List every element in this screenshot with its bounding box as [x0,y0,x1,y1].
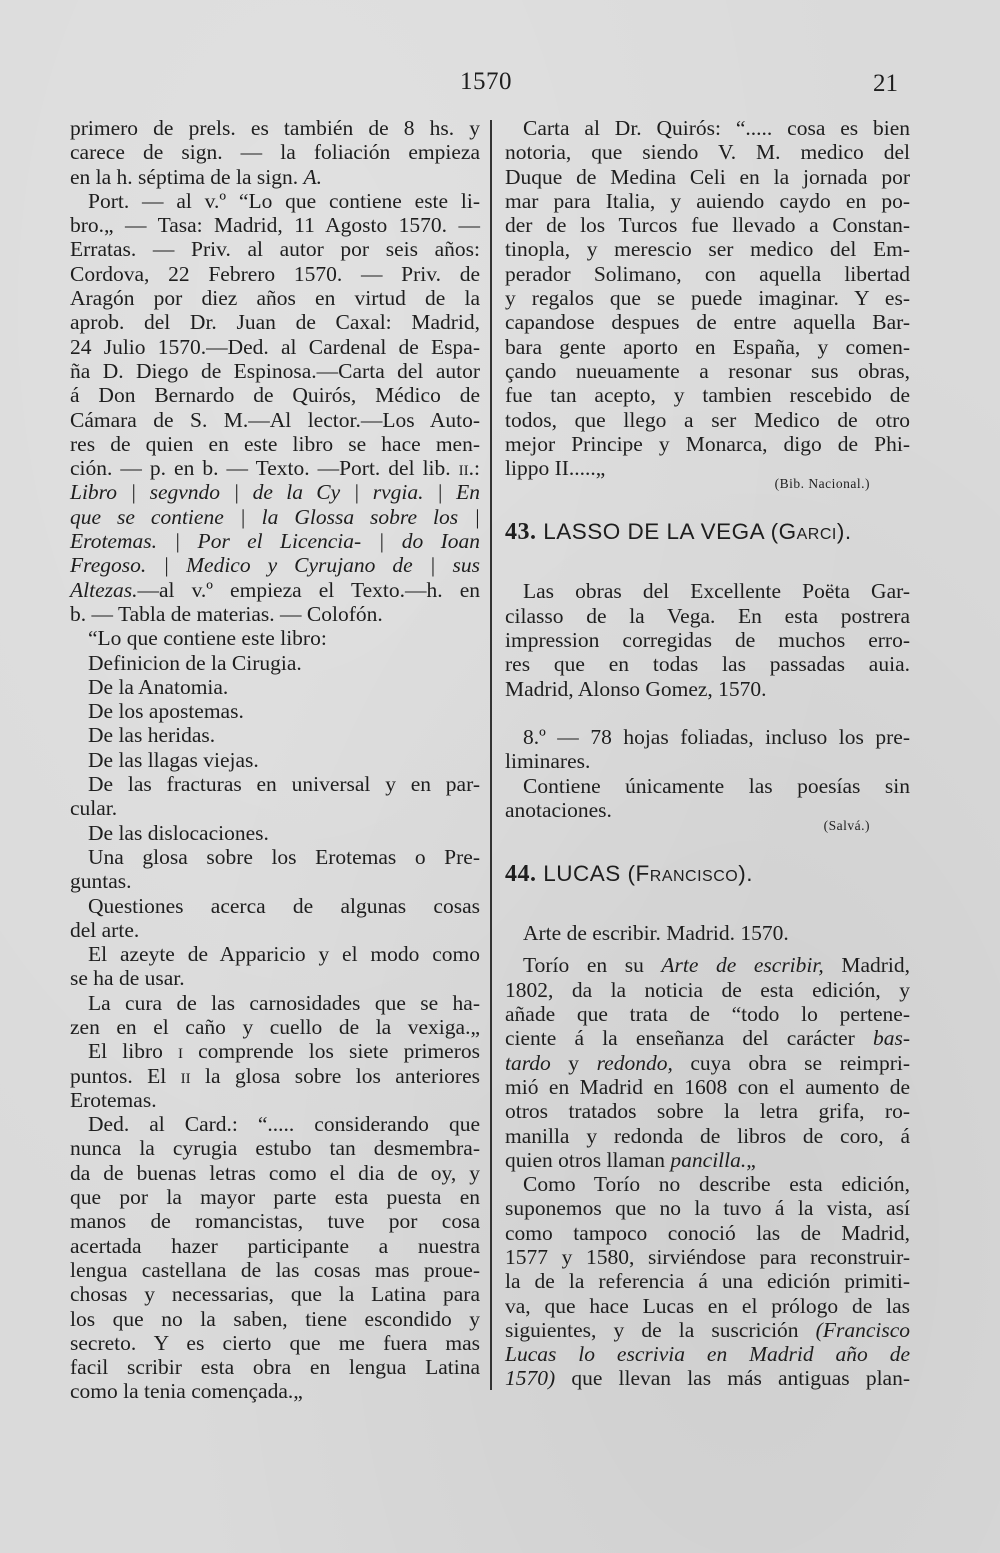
source-citation: (Salvá.) [823,818,870,834]
text-line: la de la referencia á una edición primiti- [505,1269,910,1294]
text-line: 1802, da la noticia de esta edición, y [505,977,910,1002]
text-line: Duque de Medina Celi en la jornada por [505,164,910,189]
text-line: 24 Julio 1570.—Ded. al Cardenal de Espa- [70,334,480,359]
left-column [70,116,480,1404]
list-item: De la Anatomia. [88,674,229,699]
text-line: lippo II.....„ [505,456,606,481]
text-line: Libro | segvndo | de la Cy | rvgia. | En [70,480,480,505]
text-line: otros tratados sobre la letra grifa, ro- [505,1099,910,1124]
text-line: que por la mayor parte esta puesta en [70,1185,480,1210]
text-line: Erratas. — Priv. al autor por seis años: [70,237,480,262]
text-line: ción. — p. en b. — Texto. —Port. del lib. ii.: [70,456,480,481]
text-line: añade que trata de “todo lo pertene- [505,1002,910,1027]
page-number: 21 [873,70,898,97]
list-item: De las llagas viejas. [88,747,259,772]
text-line: á Don Bernardo de Quirós, Médico de [70,383,480,408]
column-divider [490,120,492,1390]
text-line: manos de romancistas, tuve por cosa [70,1209,480,1234]
text-line: que se contiene | la Glossa sobre los | [70,504,480,529]
text-line: se ha de usar. [70,966,185,991]
text-line: 1577 y 1580, sirviéndose para reconstruir- [505,1244,910,1269]
text-line: der de los Turcos fue llevado a Constan- [505,213,910,238]
list-item: La cura de las carnosidades que se ha- [88,990,480,1015]
text-line: da de buenas letras como el dia de oy, y [70,1160,480,1185]
text-line: anotaciones. [505,797,612,822]
text-line: guntas. [70,869,132,894]
text-line: acertada hazer participante a nuestra [70,1233,480,1258]
text-line: mió en Madrid en 1608 con el aumento de [505,1074,910,1099]
text-line: carece de sign. — la foliación empieza [70,140,480,165]
text-line: manilla y redonda de libros de coro, á [505,1123,910,1148]
text-line: quien otros llaman pancilla.„ [505,1147,756,1172]
text-line: Lucas lo escrivia en Madrid año de [505,1342,910,1367]
text-line: 1570) que llevan las más antiguas plan- [505,1366,910,1391]
text-line: chosas y necessarias, que la Latina para [70,1282,480,1307]
text-line: Altezas.—al v.º empieza el Texto.—h. en [70,577,480,602]
list-item: Questiones acerca de algunas cosas [88,893,480,918]
book-title: res que en todas las passadas auia. [505,652,910,677]
text-line: va, que hace Lucas en el prólogo de las [505,1293,910,1318]
text-line: todos, que llego a ser Medico de otro [505,407,910,432]
book-title: impression corregidas de muchos erro- [505,628,910,653]
text-line: 8.º — 78 hojas foliadas, incluso los pre- [523,724,910,749]
text-line: aprob. del Dr. Juan de Caxal: Madrid, [70,310,480,335]
text-line: “Lo que contiene este libro: [88,626,327,651]
text-line: capandose despues de entre aquella Bar- [505,310,910,335]
list-item: De las fracturas en universal y en par- [88,772,480,797]
text-line: facil scribir esta obra en lengua Latina [70,1355,480,1380]
text-line: del arte. [70,917,140,942]
text-line: cular. [70,796,118,821]
text-line: perador Solimano, con aquella libertad [505,261,910,286]
text-line: Erotemas. | Por el Licencia- | do Ioan [70,529,480,554]
text-line: Ded. al Card.: “..... considerando que [88,1112,480,1137]
book-title: Arte de escribir. Madrid. 1570. [523,921,789,946]
text-line: Cordova, 22 Febrero 1570. — Priv. de [70,261,480,286]
text-line: liminares. [505,749,591,774]
text-line: mar para Italia, y auiendo caydo en po- [505,188,910,213]
text-line: los que no la saben, tiene escondido y [70,1306,480,1331]
text-line: Erotemas. [70,1087,157,1112]
text-line: fue tan acepto, y tambien rescebido de [505,383,910,408]
list-item: De las dislocaciones. [88,820,269,845]
list-item: De las heridas. [88,723,216,748]
text-line: Cámara de S. M.—Al lector.—Los Auto- [70,407,480,432]
text-line: Como Torío no describe esta edición, [523,1172,910,1197]
text-line: çando nueuamente a resonar sus obras, [505,358,910,383]
text-line: Torío en su Arte de escribir, Madrid, [523,953,910,978]
text-line: Carta al Dr. Quirós: “..... cosa es bien [523,116,910,140]
text-line: Fregoso. | Medico y Cyrujano de | sus [70,553,480,578]
text-line: zen en el caño y cuello de la vexiga.„ [70,1014,480,1039]
text-line: ña D. Diego de Espinosa.—Carta del autor [70,358,480,383]
book-imprint: Madrid, Alonso Gomez, 1570. [505,676,767,701]
source-citation: (Bib. Nacional.) [774,476,870,492]
list-item: Una glosa sobre los Erotemas o Pre- [88,844,480,869]
list-item: El azeyte de Apparicio y el modo como [88,942,480,967]
text-line: nunca la cyrugia estubo tan desmembra- [70,1136,480,1161]
right-column [505,116,910,1391]
text-line: secreto. Y es cierto que me fuera mas [70,1330,480,1355]
entry-heading-44: 44. LUCAS (Francisco). [505,861,753,888]
text-line: lengua castellana de las cosas mas proue- [70,1257,480,1282]
text-line: El libro i comprende los siete primeros [88,1039,480,1064]
text-line: bro.„ — Tasa: Madrid, 11 Agosto 1570. — [70,213,480,238]
text-line: ciente á la enseñanza del carácter bas- [505,1026,910,1051]
text-line: res de quien en este libro se hace men- [70,431,480,456]
text-line: tinopla, y merescio ser medico del Em- [505,237,910,262]
text-line: como tampoco conoció las de Madrid, [505,1220,910,1245]
text-line: notoria, que siendo V. M. medico del [505,140,910,165]
text-line: en la h. séptima de la sign. A. [70,164,322,189]
text-line: Contiene únicamente las poesías sin [523,773,910,798]
text-line: tardo y redondo, cuya obra se reimpri- [505,1050,911,1075]
list-item: De los apostemas. [88,699,244,724]
text-line: siguientes, y de la suscrición (Francisco [505,1317,910,1342]
text-line: Aragón por diez años en virtud de la [70,286,480,311]
text-line: suponemos que no la tuvo á la vista, así [505,1196,910,1221]
text-line: puntos. El ii la glosa sobre los anteriores [70,1063,480,1088]
entry-heading-43: 43. LASSO DE LA VEGA (Garci). [505,519,852,546]
text-line: Port. — al v.º “Lo que contiene este li- [88,188,480,213]
text-line: como la tenia començada.„ [70,1379,303,1404]
text-line: y regalos que se puede imaginar. Y es- [505,286,910,311]
running-header [0,62,1000,102]
list-item: Definicion de la Cirugia. [88,650,302,675]
text-line: mejor Principe y Monarca, digo de Phi- [505,431,910,456]
book-title: cilasso de la Vega. En esta postrera [505,603,910,628]
book-title: Las obras del Excellente Poëta Gar- [523,579,910,604]
text-line: b. — Tabla de materias. — Colofón. [70,601,383,626]
text-line: bara gente aporto en España, y comen- [505,334,910,359]
text-line: primero de prels. es también de 8 hs. y [70,116,480,140]
header-year: 1570 [460,68,512,95]
